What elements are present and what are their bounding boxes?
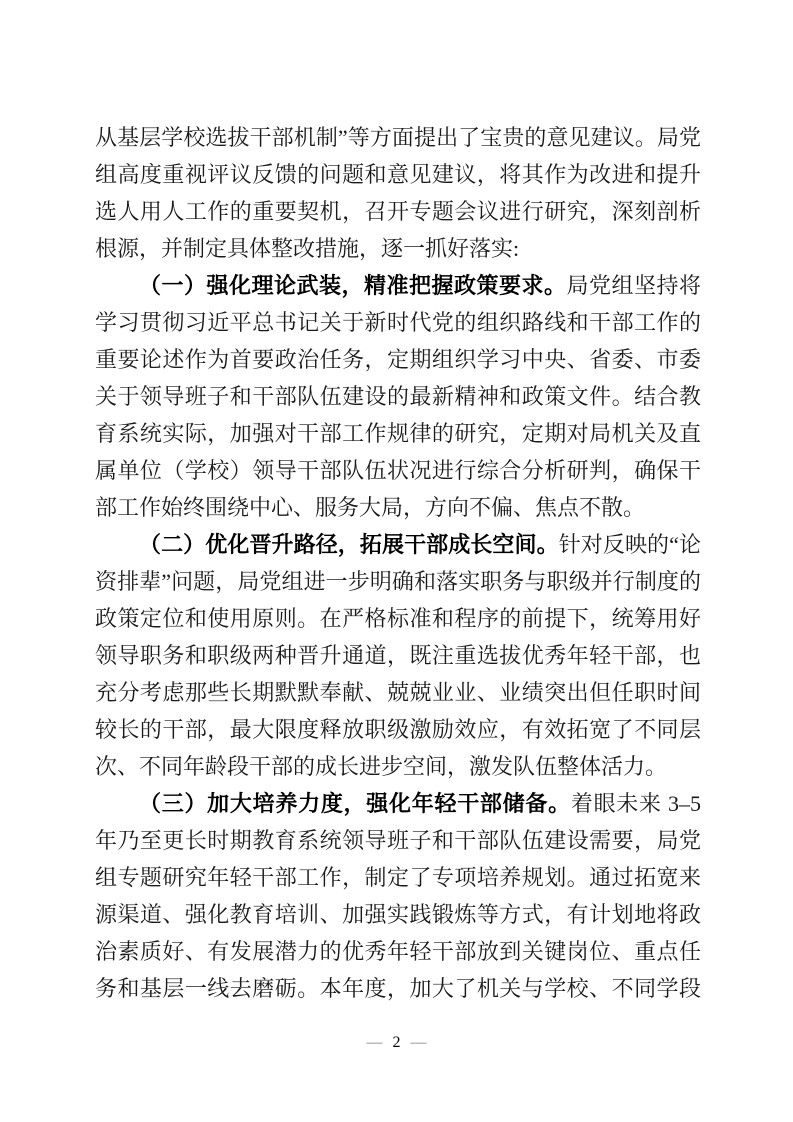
paragraph-text-run: 局党组坚持将学习贯彻习近平总书记关于新时代党的组织路线和干部工作的重要论述作为首要政治任务，定期组织学习中央、省委、市委关于领导班子和干部队伍建设的最新精神和政策文件。结合教育系统实际，加强对干部工作规律的研究，定期对局机关及直属单位（学校）领导干部队伍状况进行综合分析研判，确保干部工作始终围绕中心、服务大局，方向不偏、焦点不散。 <box>95 273 701 520</box>
footer-dash-right: — <box>410 1034 427 1051</box>
paragraph-heading-run: （三）加大培养力度，强化年轻干部储备。 <box>139 791 571 816</box>
page-footer <box>0 1031 793 1055</box>
paragraph-text-run: 针对反映的“论资排辈”问题，局党组进一步明确和落实职务与职级并行制度的政策定位和使用原则。在严格标准和程序的前提下，统筹用好领导职务和职级两种晋升通道，既注重选拔优秀年轻干部，也充分考虑那些长期默默奉献、兢兢业业、业绩突出但任职时间较长的干部，最大限度释放职级激励效应，有效拓宽了不同层次、不同年龄段干部的成长进步空间，激发队伍整体活力。 <box>95 532 702 779</box>
paragraph-text-run: 从基层学校选拔干部机制”等方面提出了宝贵的意见建议。局党组高度重视评议反馈的问题和意见建议，将其作为改进和提升选人用人工作的重要契机，召开专题会议进行研究，深刻剖析根源，并制定具体整改措施，逐一抓好落实: <box>95 125 701 261</box>
document-text <box>95 119 701 1007</box>
paragraph <box>95 267 701 526</box>
paragraph <box>95 785 701 1007</box>
paragraph-heading-run: （一）强化理论武装，精准把握政策要求。 <box>139 273 567 298</box>
paragraph-heading-run: （二）优化晋升路径，拓展干部成长空间。 <box>139 532 559 557</box>
page-number: 2 <box>392 1034 401 1051</box>
paragraph-text-run: 着眼未来 3–5 年乃至更长时期教育系统领导班子和干部队伍建设需要，局党组专题研究年轻干部工作，制定了专项培养规划。通过拓宽来源渠道、强化教育培训、加强实践锻炼等方式，有计划地将政治素质好、有发展潜力的优秀年轻干部放到关键岗位、重点任务和基层一线去磨砺。本年度，加大了机关与学校、不同学段 <box>95 791 701 1001</box>
paragraph <box>95 119 701 267</box>
footer-dash-left: — <box>366 1034 383 1051</box>
paragraph <box>95 526 701 785</box>
